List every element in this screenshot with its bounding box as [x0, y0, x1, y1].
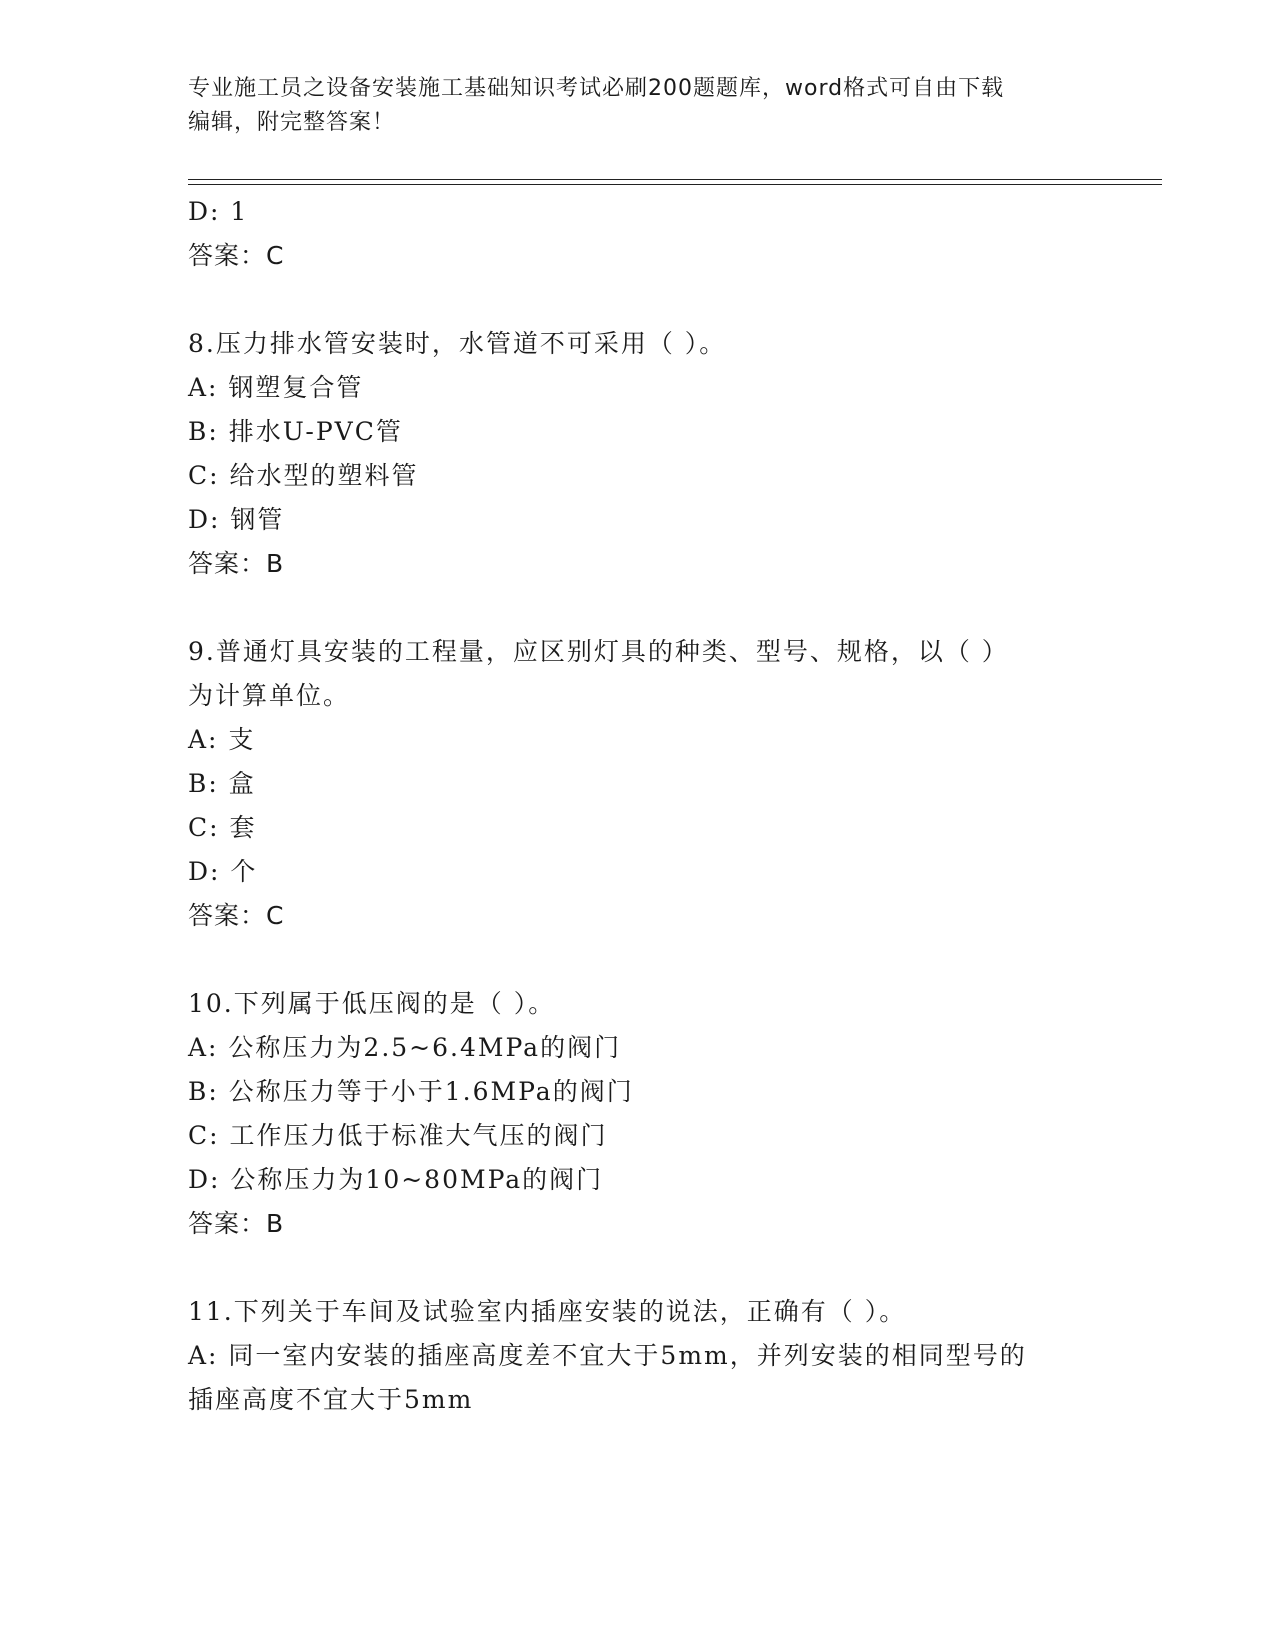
- q9-question: 9.普通灯具安装的工程量，应区别灯具的种类、型号、规格，以（ ）: [188, 637, 1009, 666]
- q10-option-a: A: 公称压力为2.5~6.4MPa的阀门: [188, 1033, 622, 1062]
- q10-answer: 答案：B: [188, 1209, 285, 1238]
- q10-option-d: D: 公称压力为10~80MPa的阀门: [188, 1165, 604, 1194]
- q8-option-c: C: 给水型的塑料管: [188, 461, 419, 490]
- q10-option-c: C: 工作压力低于标准大气压的阀门: [188, 1121, 608, 1150]
- q8-answer: 答案：B: [188, 549, 285, 578]
- q7-option-d: D: 1: [188, 197, 249, 226]
- q11-option-a: A: 同一室内安装的插座高度差不宜大于5mm，并列安装的相同型号的: [188, 1341, 1027, 1370]
- q9-question-cont: 为计算单位。: [188, 681, 351, 710]
- header-line-1: 专业施工员之设备安装施工基础知识考试必刷200题题库，word格式可自由下载: [188, 76, 1005, 101]
- q8-option-b: B: 排水U-PVC管: [188, 417, 403, 446]
- q8-option-d: D: 钢管: [188, 505, 285, 534]
- q10-question: 10.下列属于低压阀的是（ ）。: [188, 989, 556, 1018]
- header-line-2: 编辑，附完整答案！: [188, 110, 396, 135]
- document-header: [188, 72, 1068, 140]
- header-rule-top: [188, 179, 1162, 180]
- q9-option-d: D: 个: [188, 857, 258, 886]
- q9-answer: 答案：C: [188, 901, 285, 930]
- q8-option-a: A: 钢塑复合管: [188, 373, 364, 402]
- q11-question: 11.下列关于车间及试验室内插座安装的说法，正确有（ ）。: [188, 1297, 907, 1326]
- q7-answer: 答案：C: [188, 241, 285, 270]
- q9-option-b: B: 盒: [188, 769, 256, 798]
- q10-option-b: B: 公称压力等于小于1.6MPa的阀门: [188, 1077, 634, 1106]
- q8-question: 8.压力排水管安装时，水管道不可采用（ ）。: [188, 329, 727, 358]
- q11-option-a-cont: 插座高度不宜大于5mm: [188, 1385, 474, 1414]
- q9-option-a: A: 支: [188, 725, 256, 754]
- header-rule-bottom: [188, 184, 1162, 185]
- q9-option-c: C: 套: [188, 813, 257, 842]
